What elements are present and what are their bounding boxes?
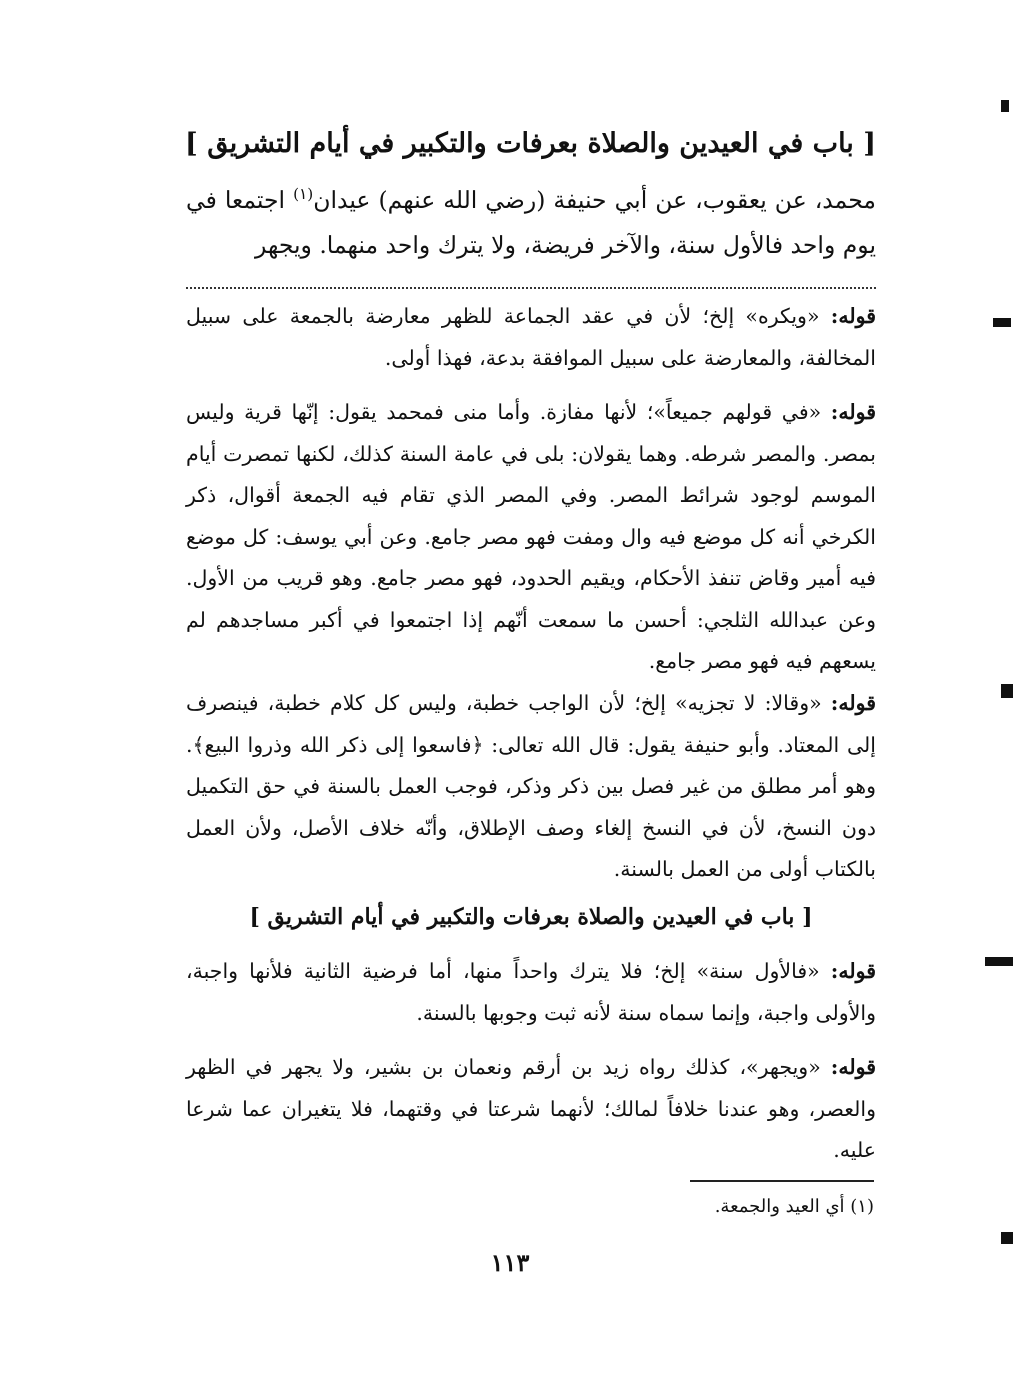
commentary-text: «فالأول سنة» إلخ؛ فلا يترك واحداً منها، أما فرضية الثانية فلأنها واجبة، والأولى واجبة، وإنما سماه سنة لأنه ثبت وجوبها بالسنة. — [186, 959, 876, 1025]
footnote: (١) أي العيد والجمعة. — [714, 1196, 874, 1217]
matn-text — [186, 178, 876, 268]
dotted-separator — [186, 287, 876, 289]
matn-after-note: اجتمعا في يوم واحد فالأول سنة، والآخر فريضة، ولا يترك واحد منهما. ويجهر — [186, 186, 876, 259]
scan-edge-mark — [993, 318, 1011, 327]
section-commentary-paragraph — [186, 1047, 876, 1172]
footnote-reference: (١) — [293, 185, 314, 204]
matn-before-note: محمد، عن يعقوب، عن أبي حنيفة (رضي الله عنهم) عيدان — [313, 186, 876, 214]
commentary-lead: قوله: — [830, 959, 876, 983]
commentary-lead: قوله: — [830, 304, 876, 328]
commentary-paragraph — [186, 392, 876, 683]
commentary-text: «في قولهم جميعاً»؛ لأنها مفازة. وأما منى فمحمد يقول: إنّها قرية وليس بمصر. والمصر شرطه. وهما يقولان: بلى في عامة السنة كذلك، لكنها تمصرت أيام الموسم لوجود شرائط المصر. وفي المصر الذي تقام فيه الجمعة أقوال، ذكر الكرخي أنه كل موضع فيه وال ومفت فهو مصر جامع. وعن أبي يوسف: كل موضع فيه أمير وقاض تنفذ الأحكام، ويقيم الحدود، فهو مصر جامع. وهو قريب من الأول. وعن عبدالله الثلجي: أحسن ما سمعت أنّهم إذا اجتمعوا في أكبر مساجدهم لم يسعهم فيه فهو مصر جامع. — [186, 400, 876, 673]
scan-edge-mark — [985, 957, 1013, 966]
commentary-lead: قوله: — [830, 1055, 876, 1079]
section-commentary-paragraph — [186, 951, 876, 1034]
commentary-paragraph — [186, 296, 876, 379]
commentary-text: «ويكره» إلخ؛ لأن في عقد الجماعة للظهر معارضة بالجمعة على سبيل المخالفة، والمعارضة على سبيل الموافقة بدعة، فهذا أولى. — [186, 304, 876, 370]
commentary-text: «وقالا: لا تجزيه» إلخ؛ لأن الواجب خطبة، وليس كل كلام خطبة، فينصرف إلى المعتاد. وأبو حنيفة يقول: قال الله تعالى: ﴿فاسعوا إلى ذكر الله وذروا البيع﴾. وهو أمر مطلق من غير فصل بين ذكر وذكر، فوجب العمل بالسنة في حق التكميل دون النسخ، لأن في النسخ إلغاء وصف الإطلاق، وأنّه خلاف الأصل، ولأن العمل بالكتاب أولى من العمل بالسنة. — [186, 691, 876, 881]
footnote-separator — [690, 1180, 874, 1182]
chapter-title: [ باب في العيدين والصلاة بعرفات والتكبير في أيام التشريق ] — [185, 128, 876, 159]
section-title: [ باب في العيدين والصلاة بعرفات والتكبير في أيام التشريق ] — [249, 904, 813, 930]
commentary-lead: قوله: — [830, 691, 876, 715]
scan-edge-mark — [1001, 1232, 1013, 1244]
commentary-text: «ويجهر»، كذلك رواه زيد بن أرقم ونعمان بن بشير، ولا يجهر في الظهر والعصر، وهو عندنا خلافاً لمالك؛ لأنهما شرعتا في وقتهما، فلا يتغيران عما شرعا عليه. — [186, 1055, 876, 1162]
commentary-paragraph — [186, 683, 876, 891]
page-number: ١١٣ — [490, 1248, 530, 1277]
scan-edge-mark — [1001, 684, 1013, 698]
scan-edge-mark — [1001, 100, 1009, 112]
commentary-lead: قوله: — [830, 400, 876, 424]
